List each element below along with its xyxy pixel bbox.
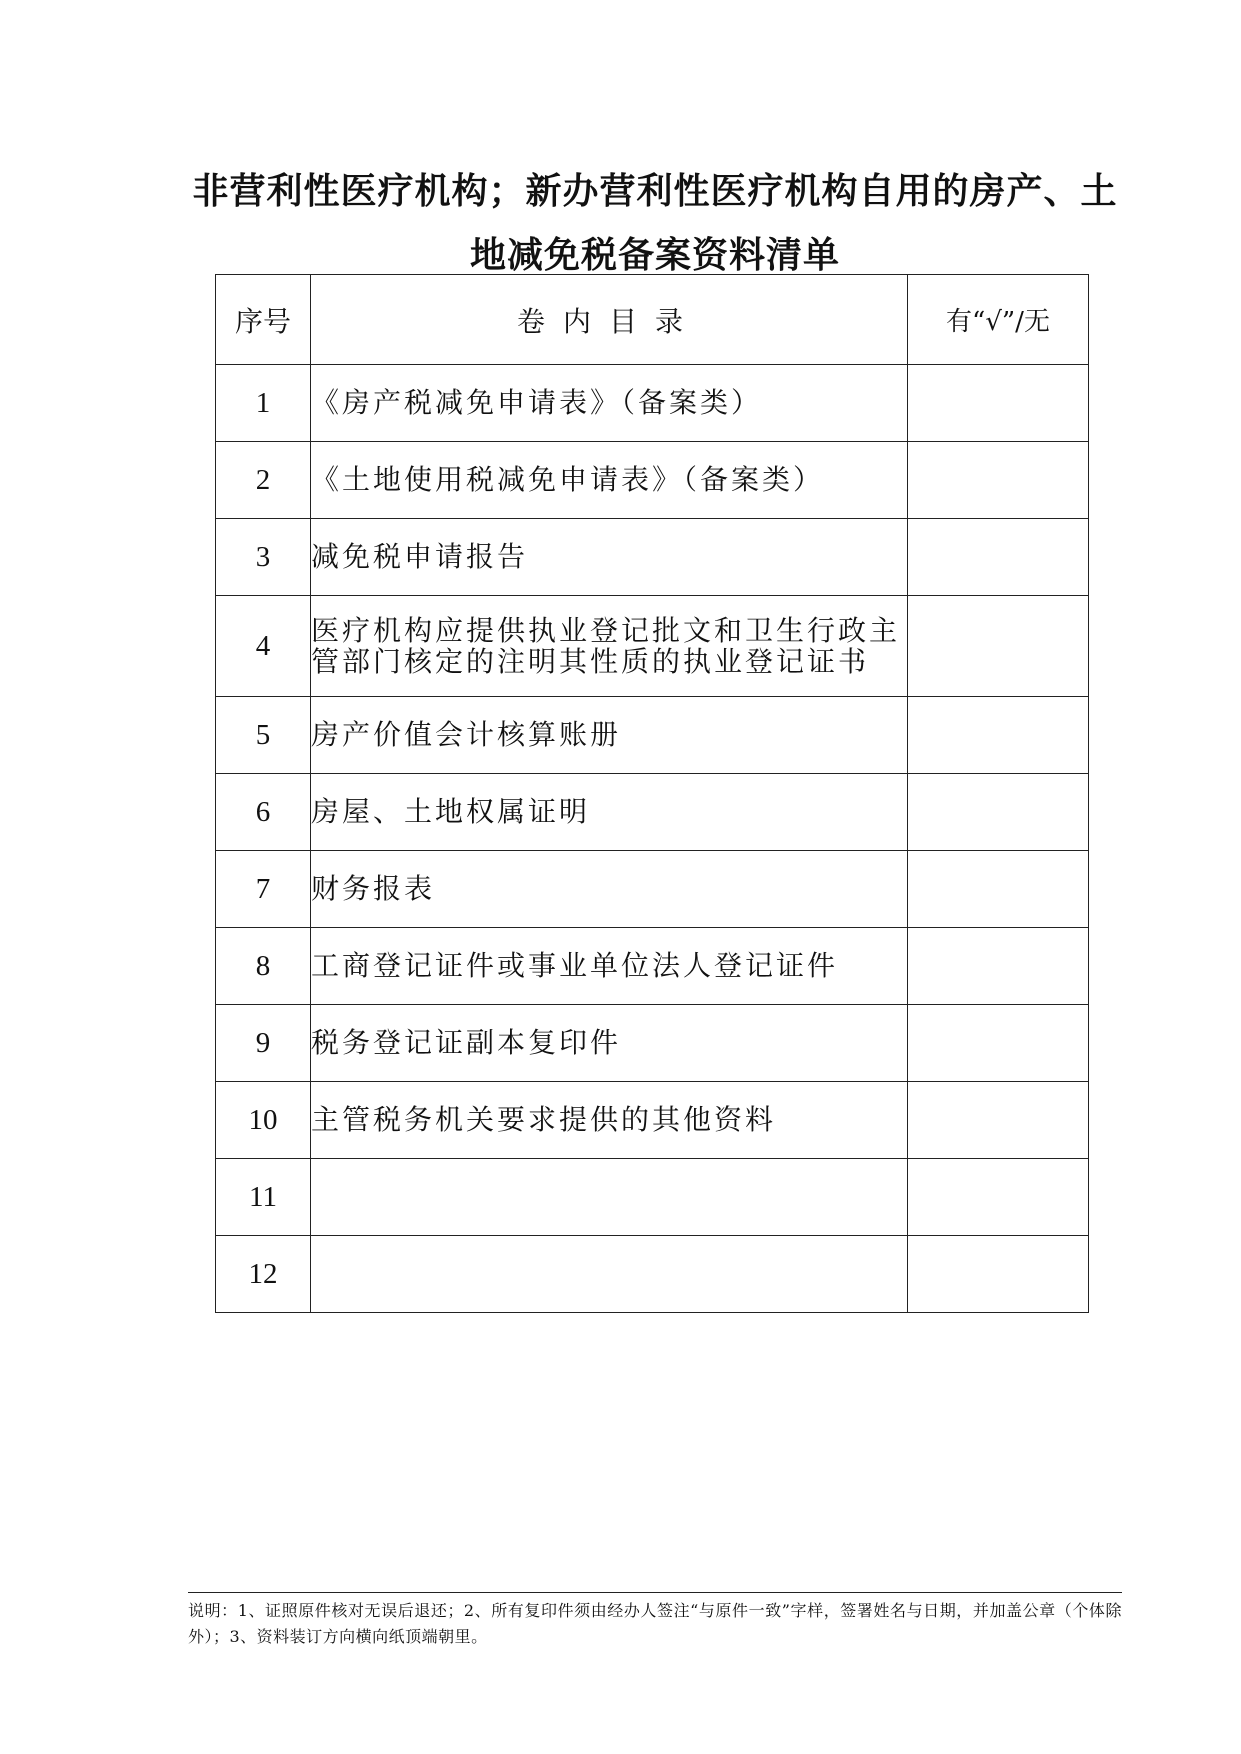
table-row xyxy=(216,596,1089,697)
row-item[interactable] xyxy=(311,1236,908,1313)
title-line-2: 地减免税备案资料清单 xyxy=(469,235,840,276)
table-row xyxy=(216,928,1089,1005)
header-content: 卷内目录 xyxy=(311,275,908,365)
row-number: 1 xyxy=(216,365,311,442)
row-item: 减免税申请报告 xyxy=(311,519,908,596)
table-header-row xyxy=(216,275,1089,365)
row-item: 税务登记证副本复印件 xyxy=(311,1005,908,1082)
row-check-cell[interactable] xyxy=(908,519,1089,596)
row-number: 3 xyxy=(216,519,311,596)
row-item: 《土地使用税减免申请表》（备案类） xyxy=(311,442,908,519)
row-item: 房产价值会计核算账册 xyxy=(311,697,908,774)
table-row xyxy=(216,851,1089,928)
row-item: 房屋、土地权属证明 xyxy=(311,774,908,851)
row-number: 8 xyxy=(216,928,311,1005)
row-number: 4 xyxy=(216,596,311,697)
table-row xyxy=(216,1005,1089,1082)
row-item: 医疗机构应提供执业登记批文和卫生行政主管部门核定的注明其性质的执业登记证书 xyxy=(311,596,908,697)
row-number: 7 xyxy=(216,851,311,928)
header-number: 序号 xyxy=(216,275,311,365)
table-row xyxy=(216,1159,1089,1236)
row-check-cell[interactable] xyxy=(908,851,1089,928)
row-check-cell[interactable] xyxy=(908,697,1089,774)
row-check-cell[interactable] xyxy=(908,928,1089,1005)
row-item: 工商登记证件或事业单位法人登记证件 xyxy=(311,928,908,1005)
table-row xyxy=(216,1236,1089,1313)
table-row xyxy=(216,442,1089,519)
table-row xyxy=(216,519,1089,596)
header-check: 有“√”/无 xyxy=(908,275,1089,365)
table-row xyxy=(216,697,1089,774)
table-row xyxy=(216,774,1089,851)
row-check-cell[interactable] xyxy=(908,1236,1089,1313)
table-row xyxy=(216,365,1089,442)
row-number: 6 xyxy=(216,774,311,851)
document-title xyxy=(175,160,1135,288)
row-check-cell[interactable] xyxy=(908,596,1089,697)
row-check-cell[interactable] xyxy=(908,1082,1089,1159)
row-check-cell[interactable] xyxy=(908,442,1089,519)
footer-note: 说明：1、证照原件核对无误后退还；2、所有复印件须由经办人签注“与原件一致”字样，签署姓名与日期，并加盖公章（个体除外）；3、资料装订方向横向纸顶端朝里。 xyxy=(188,1601,1122,1646)
row-number: 10 xyxy=(216,1082,311,1159)
row-number: 9 xyxy=(216,1005,311,1082)
row-check-cell[interactable] xyxy=(908,1005,1089,1082)
row-item: 《房产税减免申请表》（备案类） xyxy=(311,365,908,442)
row-number: 5 xyxy=(216,697,311,774)
title-line-1: 非营利性医疗机构；新办营利性医疗机构自用的房产、土 xyxy=(192,171,1118,212)
row-item: 财务报表 xyxy=(311,851,908,928)
row-check-cell[interactable] xyxy=(908,1159,1089,1236)
row-number: 12 xyxy=(216,1236,311,1313)
checklist-table xyxy=(215,274,1089,1313)
row-check-cell[interactable] xyxy=(908,365,1089,442)
table-row xyxy=(216,1082,1089,1159)
row-item[interactable] xyxy=(311,1159,908,1236)
footer-divider xyxy=(188,1592,1122,1593)
row-number: 2 xyxy=(216,442,311,519)
row-check-cell[interactable] xyxy=(908,774,1089,851)
row-item: 主管税务机关要求提供的其他资料 xyxy=(311,1082,908,1159)
row-number: 11 xyxy=(216,1159,311,1236)
